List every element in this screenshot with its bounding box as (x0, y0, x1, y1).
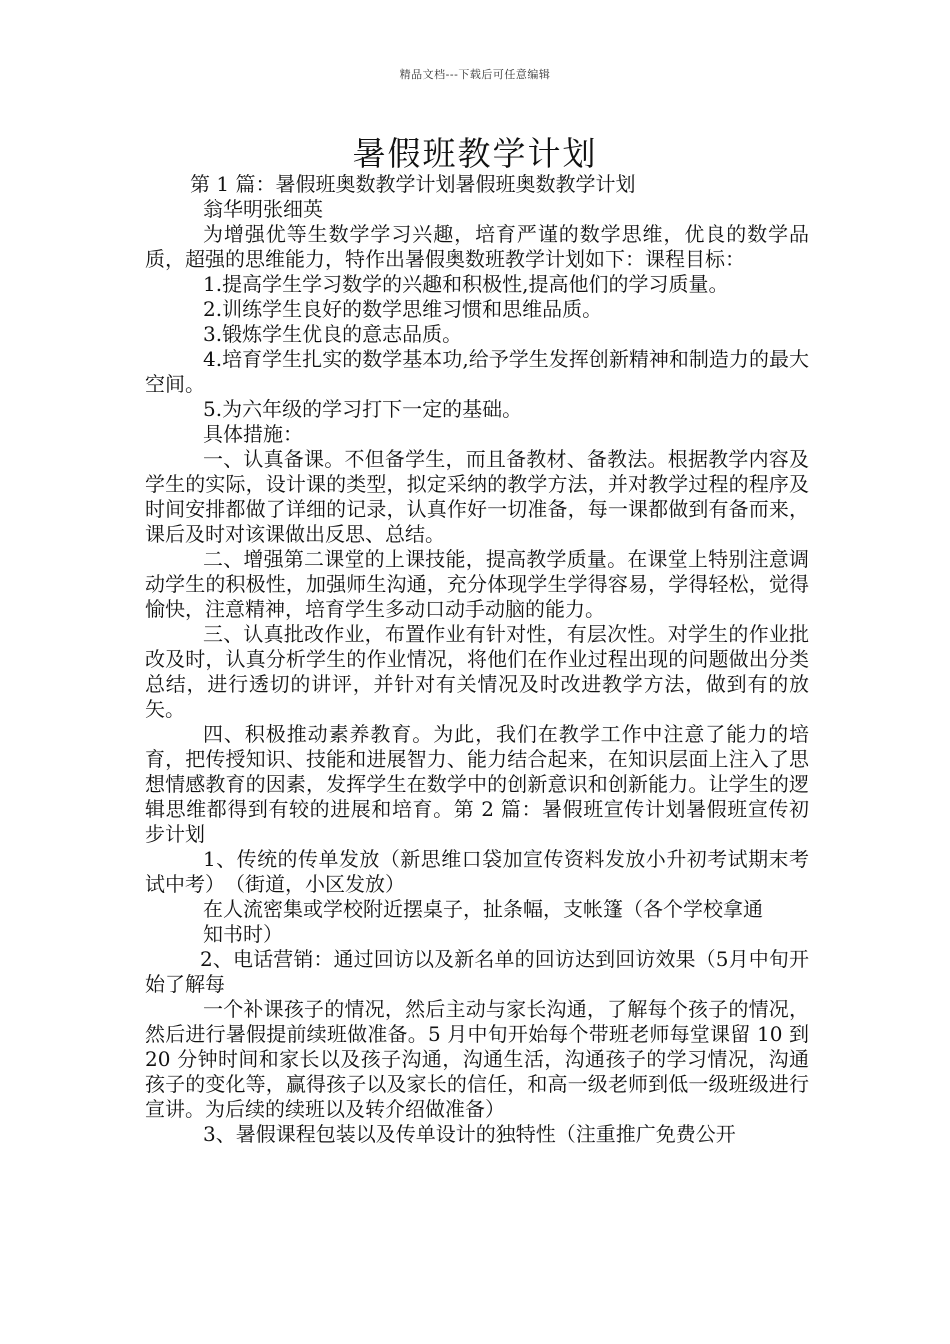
measure-1-paragraph: 一、认真备课。不但备学生，而且备教材、备教法。根据教学内容及学生的实际，设计课的类型，拟定采纳的教学方法，并对教学过程的程序及时间安排都做了详细的记录，认真作好一切准备，每一课都做到有备而来，课后及时对该课做出反思、总结。 (145, 447, 809, 546)
page-title: 暑假班教学计划 (352, 134, 598, 173)
measure-4-paragraph: 四、积极推动素养教育。为此，我们在教学工作中注意了能力的培育，把传授知识、技能和进展智力、能力结合起来，在知识层面上注入了思想情感教育的因素，发挥学生在数学中的创新意识和创新能力。让学生的逻辑思维都得到有较的进展和培育。第 2 篇：暑假班宣传计划暑假班宣传初步计划 (145, 722, 809, 846)
promo-item-2-detail: 一个补课孩子的情况，然后主动与家长沟通，了解每个孩子的情况，然后进行暑假提前续班做准备。5 月中旬开始每个带班老师每堂课留 10 到 20 分钟时间和家长以及孩子沟通，沟通生活，沟通孩子的学习情况，沟通孩子的变化等，赢得孩子以及家长的信任，和高一级老师到低一级班级进行宣讲。为后续的续班以及转介绍做准备） (145, 997, 809, 1121)
author-line: 翁华明张细英 (203, 197, 323, 221)
promo-item-1-detail: 在人流密集或学校附近摆桌子，扯条幅，支帐篷（各个学校拿通 (203, 897, 763, 921)
goal-item-3: 3.锻炼学生优良的意志品质。 (203, 322, 463, 346)
goal-item-5: 5.为六年级的学习打下一定的基础。 (203, 397, 523, 421)
intro-paragraph: 为增强优等生数学学习兴趣，培育严谨的数学思维，优良的数学品质，超强的思维能力，特作出暑假奥数班教学计划如下：课程目标： (145, 222, 809, 271)
goal-item-1: 1.提高学生学习数学的兴趣和积极性,提高他们的学习质量。 (203, 272, 729, 296)
promo-item-1: 1、传统的传单发放（新思维口袋加宣传资料发放小升初考试期末考试中考） （街道，小区发放） (145, 847, 809, 896)
article-heading-1: 第 1 篇：暑假班奥数教学计划暑假班奥数教学计划 (190, 172, 636, 196)
promo-item-3: 3、暑假课程包装以及传单设计的独特性（注重推广免费公开 (203, 1122, 736, 1146)
promo-item-1-detail-cont: 知书时） (203, 922, 283, 946)
header-note: 精品文档---下载后可任意编辑 (399, 68, 551, 81)
document-body (145, 172, 809, 1147)
measure-2-paragraph: 二、增强第二课堂的上课技能，提高教学质量。在课堂上特别注意调动学生的积极性，加强师生沟通，充分体现学生学得容易，学得轻松，觉得愉快，注意精神，培育学生多动口动手动脑的能力。 (145, 547, 809, 621)
promo-item-2: 2、电话营销：通过回访以及新名单的回访达到回访效果（5月中旬开始了解每 (145, 947, 809, 996)
measures-heading: 具体措施： (203, 422, 303, 446)
measure-3-paragraph: 三、认真批改作业，布置作业有针对性，有层次性。对学生的作业批改及时，认真分析学生的作业情况，将他们在作业过程出现的问题做出分类总结，进行透切的讲评，并针对有关情况及时改进教学方法，做到有的放矢。 (145, 622, 809, 721)
goal-item-2: 2.训练学生良好的数学思维习惯和思维品质。 (203, 297, 603, 321)
goal-item-4: 4.培育学生扎实的数学基本功,给予学生发挥创新精神和制造力的最大空间。 (145, 347, 809, 396)
